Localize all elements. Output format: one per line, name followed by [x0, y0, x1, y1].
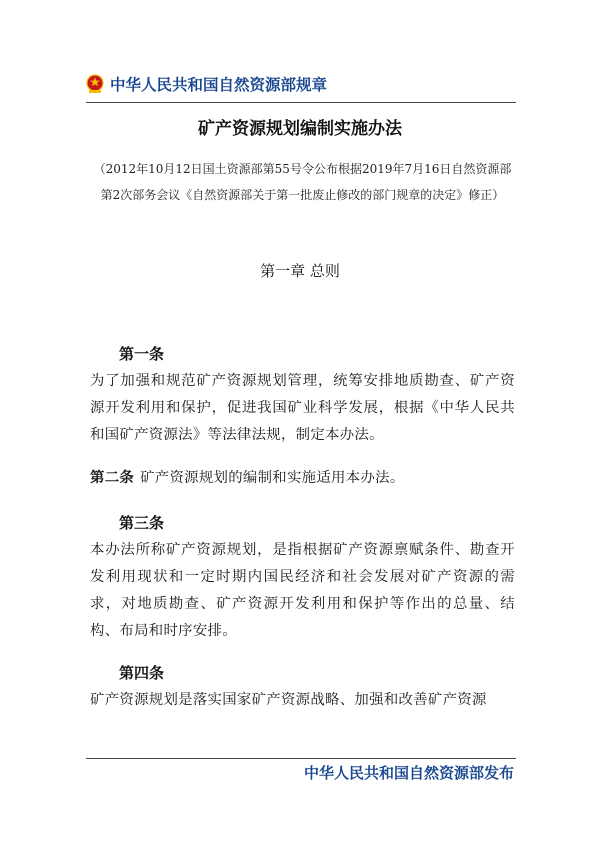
national-emblem-icon — [86, 74, 104, 94]
article-4-text: 矿产资源规划是落实国家矿产资源战略、加强和改善矿产资源 — [90, 692, 487, 708]
page-header — [86, 70, 516, 103]
chapter-heading: 第一章 总则 — [260, 262, 340, 280]
article-3-heading: 第三条 — [119, 514, 165, 532]
article-2 — [90, 465, 515, 492]
footer-publisher: 中华人民共和国自然资源部发布 — [303, 764, 514, 782]
article-2-heading: 第二条 — [90, 470, 135, 486]
article-3-text: 本办法所称矿产资源规划，是指根据矿产资源禀赋条件、勘查开发利用现状和一定时期内国民经济和社会发展对矿产资源的需求，对地质勘查、矿产资源开发利用和保护等作出的总量、结构、布局和时序安排。 — [90, 542, 515, 639]
footer-divider — [86, 758, 516, 759]
header-title: 中华人民共和国自然资源部规章 — [110, 76, 328, 94]
article-4-heading: 第四条 — [119, 664, 165, 682]
article-1-text: 为了加强和规范矿产资源规划管理，统筹安排地质勘查、矿产资源开发利用和保护，促进我国矿业科学发展，根据《中华人民共和国矿产资源法》等法律法规，制定本办法。 — [90, 373, 515, 443]
article-2-text: 矿产资源规划的编制和实施适用本办法。 — [140, 470, 405, 486]
document-title: 矿产资源规划编制实施办法 — [198, 119, 402, 139]
article-1-heading: 第一条 — [119, 345, 165, 363]
amendment-note: （2012年10月12日国土资源部第55号令公布根据2019年7月16日自然资源部第2次部务会议《自然资源部关于第一批废止修改的部门规章的决定》修正） — [93, 162, 512, 202]
